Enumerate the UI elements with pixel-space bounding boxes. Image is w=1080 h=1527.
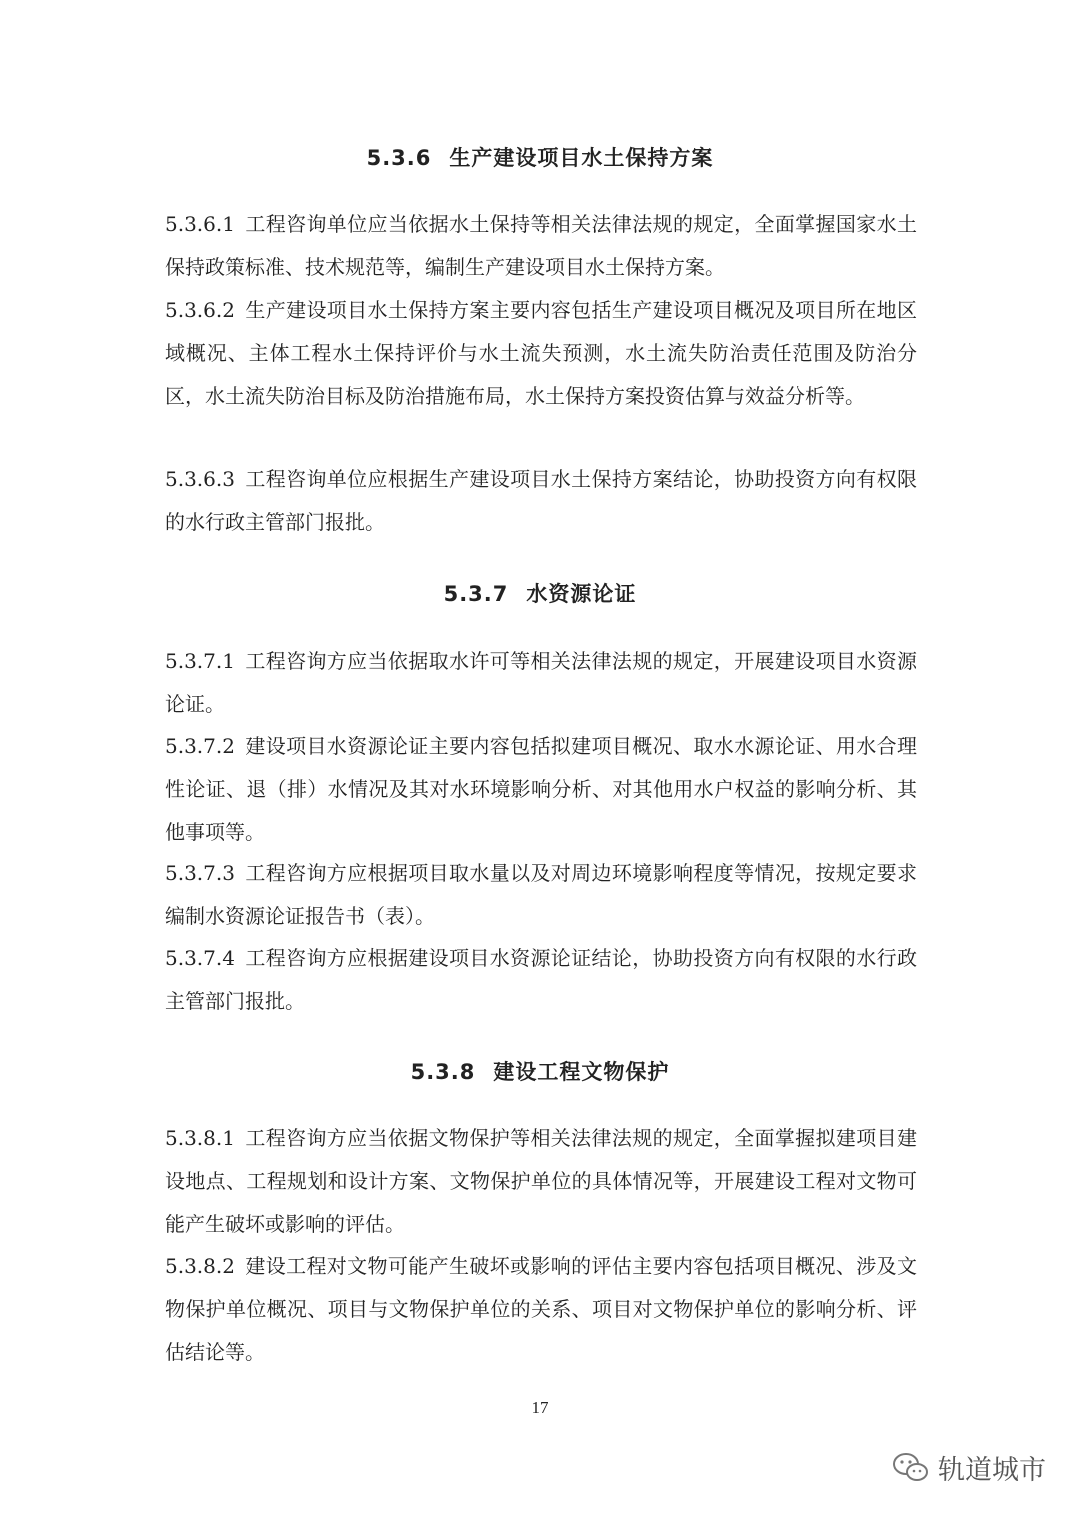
section-heading-5-3-7 bbox=[0, 578, 1080, 608]
paragraph-5-3-7-2 bbox=[165, 725, 917, 854]
paragraph-5-3-8-1 bbox=[165, 1117, 917, 1246]
watermark bbox=[892, 1448, 1046, 1487]
paragraph-number: 5.3.7.1 bbox=[165, 649, 235, 673]
section-heading-5-3-6 bbox=[0, 142, 1080, 172]
paragraph-5-3-7-1 bbox=[165, 640, 917, 726]
paragraph-number: 5.3.6.2 bbox=[165, 298, 235, 322]
paragraph-5-3-6-1 bbox=[165, 203, 917, 289]
paragraph-number: 5.3.8.1 bbox=[165, 1126, 235, 1150]
paragraph-number: 5.3.6.3 bbox=[165, 467, 235, 491]
paragraph-text: 工程咨询方应当依据取水许可等相关法律法规的规定，开展建设项目水资源论证。 bbox=[165, 649, 917, 716]
paragraph-text: 工程咨询单位应当依据水土保持等相关法律法规的规定，全面掌握国家水土保持政策标准、技术规范等，编制生产建设项目水土保持方案。 bbox=[165, 212, 917, 279]
paragraph-number: 5.3.8.2 bbox=[165, 1254, 235, 1278]
paragraph-text: 工程咨询方应根据建设项目水资源论证结论，协助投资方向有权限的水行政主管部门报批。 bbox=[165, 946, 917, 1013]
paragraph-text: 工程咨询方应根据项目取水量以及对周边环境影响程度等情况，按规定要求编制水资源论证报告书（表）。 bbox=[165, 861, 917, 928]
paragraph-5-3-8-2 bbox=[165, 1245, 917, 1374]
section-number: 5.3.6 bbox=[366, 146, 432, 170]
section-number: 5.3.7 bbox=[443, 582, 509, 606]
paragraph-5-3-6-2 bbox=[165, 289, 917, 418]
paragraph-text: 生产建设项目水土保持方案主要内容包括生产建设项目概况及项目所在地区域概况、主体工程水土保持评价与水土流失预测，水土流失防治责任范围及防治分区，水土流失防治目标及防治措施布局，水土保持方案投资估算与效益分析等。 bbox=[165, 298, 917, 408]
paragraph-number: 5.3.7.4 bbox=[165, 946, 235, 970]
paragraph-text: 工程咨询方应当依据文物保护等相关法律法规的规定，全面掌握拟建项目建设地点、工程规划和设计方案、文物保护单位的具体情况等，开展建设工程对文物可能产生破坏或影响的评估。 bbox=[165, 1126, 917, 1236]
section-title: 建设工程文物保护 bbox=[493, 1060, 670, 1084]
paragraph-5-3-7-4 bbox=[165, 937, 917, 1023]
watermark-text: 轨道城市 bbox=[938, 1455, 1046, 1486]
paragraph-text: 建设项目水资源论证主要内容包括拟建项目概况、取水水源论证、用水合理性论证、退（排）水情况及其对水环境影响分析、对其他用水户权益的影响分析、其他事项等。 bbox=[165, 734, 917, 844]
section-title: 生产建设项目水土保持方案 bbox=[449, 146, 714, 170]
section-heading-5-3-8 bbox=[0, 1056, 1080, 1086]
paragraph-text: 建设工程对文物可能产生破坏或影响的评估主要内容包括项目概况、涉及文物保护单位概况、项目与文物保护单位的关系、项目对文物保护单位的影响分析、评估结论等。 bbox=[165, 1254, 917, 1364]
paragraph-number: 5.3.7.2 bbox=[165, 734, 235, 758]
paragraph-number: 5.3.6.1 bbox=[165, 212, 235, 236]
paragraph-5-3-7-3 bbox=[165, 852, 917, 938]
section-number: 5.3.8 bbox=[410, 1060, 476, 1084]
paragraph-number: 5.3.7.3 bbox=[165, 861, 235, 885]
page-number: 17 bbox=[531, 1398, 549, 1417]
paragraph-text: 工程咨询单位应根据生产建设项目水土保持方案结论，协助投资方向有权限的水行政主管部门报批。 bbox=[165, 467, 917, 534]
paragraph-5-3-6-3 bbox=[165, 458, 917, 544]
wechat-icon bbox=[892, 1452, 930, 1484]
section-title: 水资源论证 bbox=[526, 582, 637, 606]
